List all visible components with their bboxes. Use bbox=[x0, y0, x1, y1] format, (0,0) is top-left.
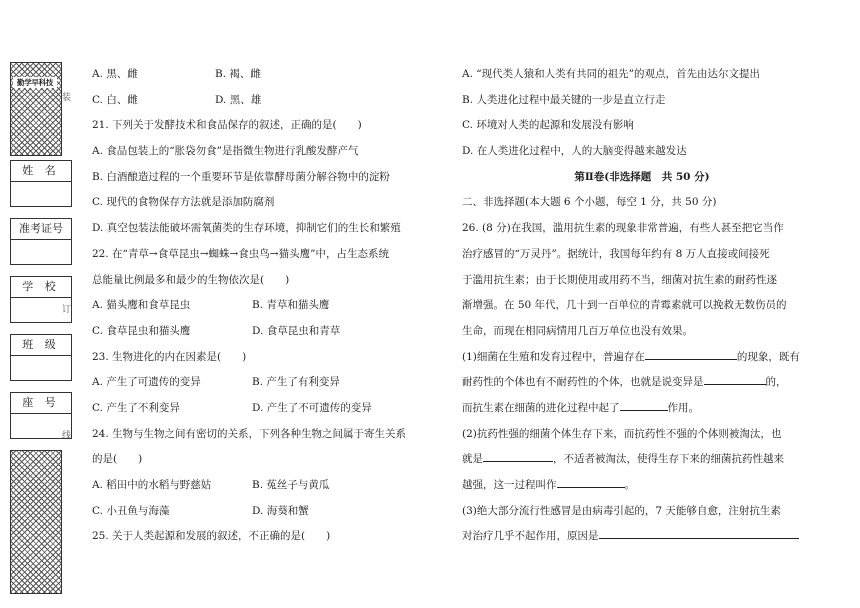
section-instructions: 二、非选择题(本大题 6 个小题，每空 1 分，共 50 分) bbox=[462, 196, 717, 209]
q23-option-b[interactable]: B. 产生了有利变异 bbox=[252, 376, 340, 389]
name-field bbox=[10, 160, 72, 207]
q26-sub1-text-d: 的， bbox=[765, 376, 787, 389]
q26-line-3: 于滥用抗生素；由于长期使用或用药不当，细菌对抗生素的耐药性逐 bbox=[462, 273, 777, 286]
q26-sub3-line-2 bbox=[462, 524, 822, 550]
answer-blank-2[interactable] bbox=[704, 370, 766, 385]
binding-margin bbox=[10, 62, 72, 592]
left-column bbox=[92, 62, 437, 550]
q20-options-row-1 bbox=[92, 62, 437, 88]
q26-line-4: 渐增强。在 50 年代，几十到一百单位的青霉素就可以挽救无数伤员的 bbox=[462, 299, 787, 312]
q26-sub2-text-e: 。 bbox=[624, 479, 635, 491]
exam-number-box[interactable] bbox=[11, 240, 71, 264]
answer-blank-4[interactable] bbox=[483, 447, 553, 462]
q26-sub2-line-2 bbox=[462, 447, 822, 473]
q26-sub1-line-2 bbox=[462, 370, 822, 396]
q26-sub3-line-1: (3)绝大部分流行性感冒是由病毒引起的，7 天能够自愈，注射抗生素 bbox=[462, 504, 781, 517]
q22-option-c[interactable]: C. 食草昆虫和猫头鹰 bbox=[92, 324, 191, 337]
q26-sub1-text-c: 耐药性的个体也有不耐药性的个体，也就是说变异是 bbox=[462, 376, 704, 389]
q23-option-d[interactable]: D. 产生了不可遗传的变异 bbox=[252, 401, 372, 414]
q22-stem-line-2: 总能量比例最多和最少的生物依次是( ) bbox=[92, 273, 290, 286]
q21-option-b[interactable]: B. 白酒酿造过程的一个重要环节是依靠酵母菌分解谷物中的淀粉 bbox=[92, 170, 390, 183]
q20-option-a[interactable]: A. 黑、雌 bbox=[92, 68, 138, 80]
q26-sub2-text-b: 就是 bbox=[462, 453, 483, 466]
q22-option-b[interactable]: B. 青草和猫头鹰 bbox=[252, 299, 330, 312]
name-box[interactable] bbox=[11, 182, 71, 206]
q26-sub2-line-1: (2)抗药性强的细菌个体生存下来，而抗药性不强的个体则被淘汰，也 bbox=[462, 427, 782, 440]
q21-option-d[interactable]: D. 真空包装法能破坏需氧菌类的生存环境，抑制它们的生长和繁殖 bbox=[92, 222, 401, 235]
hatched-panel-top bbox=[10, 62, 62, 156]
answer-blank-1[interactable] bbox=[645, 345, 737, 360]
seat-label: 座 号 bbox=[11, 393, 71, 414]
q26-sub1-line-3 bbox=[462, 396, 822, 422]
q26-sub2-line-3 bbox=[462, 473, 822, 499]
q26-sub1-line-1 bbox=[462, 345, 822, 371]
class-field bbox=[10, 334, 72, 381]
answer-blank-5[interactable] bbox=[557, 473, 625, 488]
q23-option-c[interactable]: C. 产生了不利变异 bbox=[92, 401, 180, 414]
q25-option-a[interactable]: A. “现代类人猿和人类有共同的祖先”的观点，首先由达尔文提出 bbox=[462, 68, 760, 80]
name-label: 姓 名 bbox=[11, 161, 71, 182]
q25-option-c[interactable]: C. 环境对人类的起源和发展没有影响 bbox=[462, 119, 634, 132]
answer-blank-6[interactable] bbox=[599, 524, 799, 539]
q26-line-5: 生命，而现在相同病情用几百万单位也没有效果。 bbox=[462, 324, 693, 337]
q22-option-d[interactable]: D. 食草昆虫和青草 bbox=[252, 324, 341, 337]
q26-sub1-text-a: (1)细菌在生殖和发育过程中，普遍存在 bbox=[462, 350, 645, 363]
q26-sub2-text-c: ，不适者被淘汰，使得生存下来的细菌抗药性越来 bbox=[553, 453, 784, 466]
q21-stem: 21. 下列关于发酵技术和食品保存的叙述，正确的是( ) bbox=[92, 119, 362, 132]
q25-stem: 25. 关于人类起源和发展的叙述，不正确的是( ) bbox=[92, 530, 331, 543]
q25-option-b[interactable]: B. 人类进化过程中最关键的一步是直立行走 bbox=[462, 93, 666, 106]
q20-option-b[interactable]: B. 褐、雌 bbox=[215, 68, 261, 80]
hatched-panel-bottom bbox=[10, 450, 62, 594]
q23-options-row-1 bbox=[92, 370, 437, 396]
q24-option-b[interactable]: B. 菟丝子与黄瓜 bbox=[252, 479, 330, 491]
q22-options-row-2 bbox=[92, 319, 437, 345]
q22-options-row-1 bbox=[92, 293, 437, 319]
q24-option-c[interactable]: C. 小丑鱼与海藻 bbox=[92, 504, 170, 517]
q26-sub1-text-f: 作用。 bbox=[667, 401, 699, 414]
q26-line-1: 26. (8 分)在我国，滥用抗生素的现象非常普遍，有些人甚至把它当作 bbox=[462, 222, 784, 235]
q26-sub3-text-b: 对治疗几乎不起作用，原因是 bbox=[462, 530, 599, 543]
q20-option-d[interactable]: D. 黑、雄 bbox=[215, 93, 262, 106]
class-box[interactable] bbox=[11, 356, 71, 380]
q24-options-row-2 bbox=[92, 499, 437, 525]
class-label: 班 级 bbox=[11, 335, 71, 356]
logo: 勤学早科技 bbox=[13, 77, 57, 88]
q26-sub1-text-b: 的现象，既有 bbox=[736, 350, 800, 363]
q22-stem-line-1: 22. 在“青草→食草昆虫→蜘蛛→食虫鸟→猫头鹰”中，占生态系统 bbox=[92, 247, 389, 260]
q20-options-row-2 bbox=[92, 88, 437, 114]
edge-mark-line: 线 bbox=[62, 431, 72, 441]
q24-stem-line-1: 24. 生物与生物之间有密切的关系，下列各种生物之间属于寄生关系 bbox=[92, 427, 407, 440]
q23-options-row-2 bbox=[92, 396, 437, 422]
answer-blank-3[interactable] bbox=[620, 396, 668, 411]
q23-option-a[interactable]: A. 产生了可遗传的变异 bbox=[92, 376, 201, 389]
section-title: 第Ⅱ卷(非选择题 共 50 分) bbox=[574, 170, 710, 183]
q24-stem-line-2: 的是( ) bbox=[92, 453, 143, 466]
q24-option-d[interactable]: D. 海葵和蟹 bbox=[252, 504, 309, 517]
q23-stem: 23. 生物进化的内在因素是( ) bbox=[92, 350, 247, 363]
q22-option-a[interactable]: A. 猫头鹰和食草昆虫 bbox=[92, 299, 191, 312]
q26-sub1-text-e: 而抗生素在细菌的进化过程中起了 bbox=[462, 401, 620, 414]
q21-option-c[interactable]: C. 现代的食物保存方法就是添加防腐剂 bbox=[92, 196, 275, 209]
edge-mark-bind: 装 bbox=[62, 93, 72, 103]
exam-number-field bbox=[10, 218, 72, 265]
q21-option-a[interactable]: A. 食品包装上的“胀袋勿食”是指微生物进行乳酸发酵产气 bbox=[92, 145, 359, 158]
school-field bbox=[10, 276, 72, 323]
right-column bbox=[462, 62, 822, 550]
q25-option-d[interactable]: D. 在人类进化过程中，人的大脑变得越来越发达 bbox=[462, 145, 687, 158]
q24-options-row-1 bbox=[92, 473, 437, 499]
school-label: 学 校 bbox=[11, 277, 71, 298]
exam-number-label: 准考证号 bbox=[11, 219, 71, 240]
q24-option-a[interactable]: A. 稻田中的水稻与野慈姑 bbox=[92, 479, 212, 491]
q26-line-2: 治疗感冒的“万灵丹”。据统计，我国每年约有 8 万人直接或间接死 bbox=[462, 247, 770, 260]
q26-sub2-text-d: 越强，这一过程叫作 bbox=[462, 479, 557, 491]
q20-option-c[interactable]: C. 白、雌 bbox=[92, 93, 138, 106]
edge-mark-order: 订 bbox=[62, 305, 72, 315]
